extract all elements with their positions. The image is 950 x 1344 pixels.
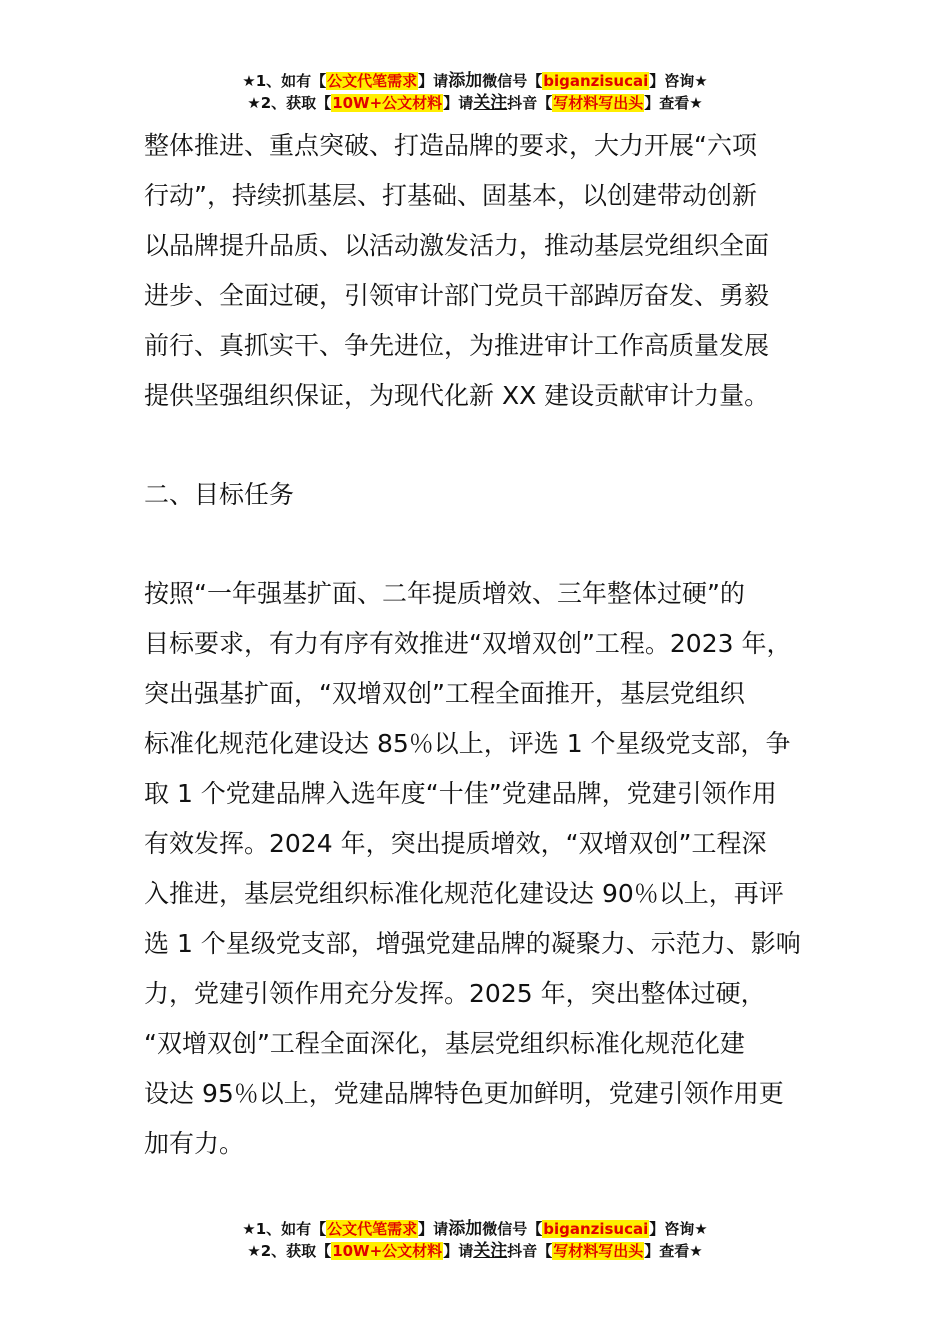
paragraph-line: 标准化规范化建设达 85％以上，评选 1 个星级党支部，争 bbox=[144, 729, 791, 758]
highlight-service: 公文代笔需求 bbox=[327, 1220, 418, 1238]
paragraph-line: 突出强基扩面，“双增双创”工程全面推开，基层党组织 bbox=[144, 679, 745, 708]
banner-text: ★2、获取【 bbox=[247, 1242, 332, 1260]
body-paragraph-2 bbox=[144, 569, 824, 1169]
header-banner bbox=[0, 70, 950, 114]
banner-text: 微信号【 bbox=[482, 1220, 543, 1238]
banner-text: 】请 bbox=[418, 1220, 449, 1238]
banner-emphasis: 关注 bbox=[473, 1241, 508, 1261]
banner-text: 】咨询★ bbox=[649, 72, 708, 90]
paragraph-line: 目标要求，有力有序有效推进“双增双创”工程。2023 年， bbox=[144, 629, 792, 658]
highlight-materials: 10W+公文材料 bbox=[332, 1242, 443, 1260]
banner-text: 】查看★ bbox=[644, 1242, 703, 1260]
paragraph-line: 有效发挥。2024 年，突出提质增效，“双增双创”工程深 bbox=[144, 829, 767, 858]
paragraph-line: 行动”，持续抓基层、打基础、固基本，以创建带动创新 bbox=[144, 181, 757, 210]
banner-line-1 bbox=[0, 1218, 950, 1240]
paragraph-line: 入推进，基层党组织标准化规范化建设达 90％以上，再评 bbox=[144, 879, 784, 908]
highlight-service: 公文代笔需求 bbox=[327, 72, 418, 90]
paragraph-line: 以品牌提升品质、以活动激发活力，推动基层党组织全面 bbox=[144, 231, 770, 260]
paragraph-line: 设达 95％以上，党建品牌特色更加鲜明，党建引领作用更 bbox=[144, 1079, 784, 1108]
banner-emphasis: 关注 bbox=[473, 93, 508, 113]
section-heading-text: 二、目标任务 bbox=[144, 480, 295, 509]
footer-banner bbox=[0, 1218, 950, 1262]
paragraph-line: 力，党建引领作用充分发挥。2025 年，突出整体过硬， bbox=[144, 979, 766, 1008]
banner-text: 微信号【 bbox=[482, 72, 543, 90]
highlight-wechat-id: biganzisucai bbox=[543, 1220, 649, 1238]
paragraph-line: 按照“一年强基扩面、二年提质增效、三年整体过硬”的 bbox=[144, 579, 745, 608]
banner-text: 】请 bbox=[443, 1242, 474, 1260]
banner-line-2 bbox=[0, 1240, 950, 1262]
body-paragraph-1 bbox=[144, 121, 824, 421]
banner-text: 】查看★ bbox=[644, 94, 703, 112]
paragraph-line: 整体推进、重点突破、打造品牌的要求，大力开展“六项 bbox=[144, 131, 757, 160]
banner-text: 】咨询★ bbox=[649, 1220, 708, 1238]
banner-text: 抖音【 bbox=[507, 1242, 553, 1260]
highlight-douyin-account: 写材料写出头 bbox=[553, 94, 644, 112]
section-heading bbox=[144, 470, 824, 520]
paragraph-line: 选 1 个星级党支部，增强党建品牌的凝聚力、示范力、影响 bbox=[144, 929, 801, 958]
banner-text: ★2、获取【 bbox=[247, 94, 332, 112]
paragraph-line: 取 1 个党建品牌入选年度“十佳”党建品牌，党建引领作用 bbox=[144, 779, 777, 808]
banner-text: 抖音【 bbox=[507, 94, 553, 112]
paragraph-line: 前行、真抓实干、争先进位，为推进审计工作高质量发展 bbox=[144, 331, 770, 360]
paragraph-line: 进步、全面过硬，引领审计部门党员干部踔厉奋发、勇毅 bbox=[144, 281, 770, 310]
paragraph-line: “双增双创”工程全面深化，基层党组织标准化规范化建 bbox=[144, 1029, 745, 1058]
banner-emphasis: 添加 bbox=[448, 71, 483, 91]
paragraph-line: 提供坚强组织保证，为现代化新 XX 建设贡献审计力量。 bbox=[144, 381, 770, 410]
banner-text: 】请 bbox=[418, 72, 449, 90]
highlight-wechat-id: biganzisucai bbox=[543, 72, 649, 90]
banner-line-1 bbox=[0, 70, 950, 92]
banner-text: 】请 bbox=[443, 94, 474, 112]
banner-text: ★1、如有【 bbox=[242, 72, 327, 90]
highlight-materials: 10W+公文材料 bbox=[332, 94, 443, 112]
banner-line-2 bbox=[0, 92, 950, 114]
banner-text: ★1、如有【 bbox=[242, 1220, 327, 1238]
highlight-douyin-account: 写材料写出头 bbox=[553, 1242, 644, 1260]
paragraph-line: 加有力。 bbox=[144, 1129, 245, 1158]
banner-emphasis: 添加 bbox=[448, 1219, 483, 1239]
